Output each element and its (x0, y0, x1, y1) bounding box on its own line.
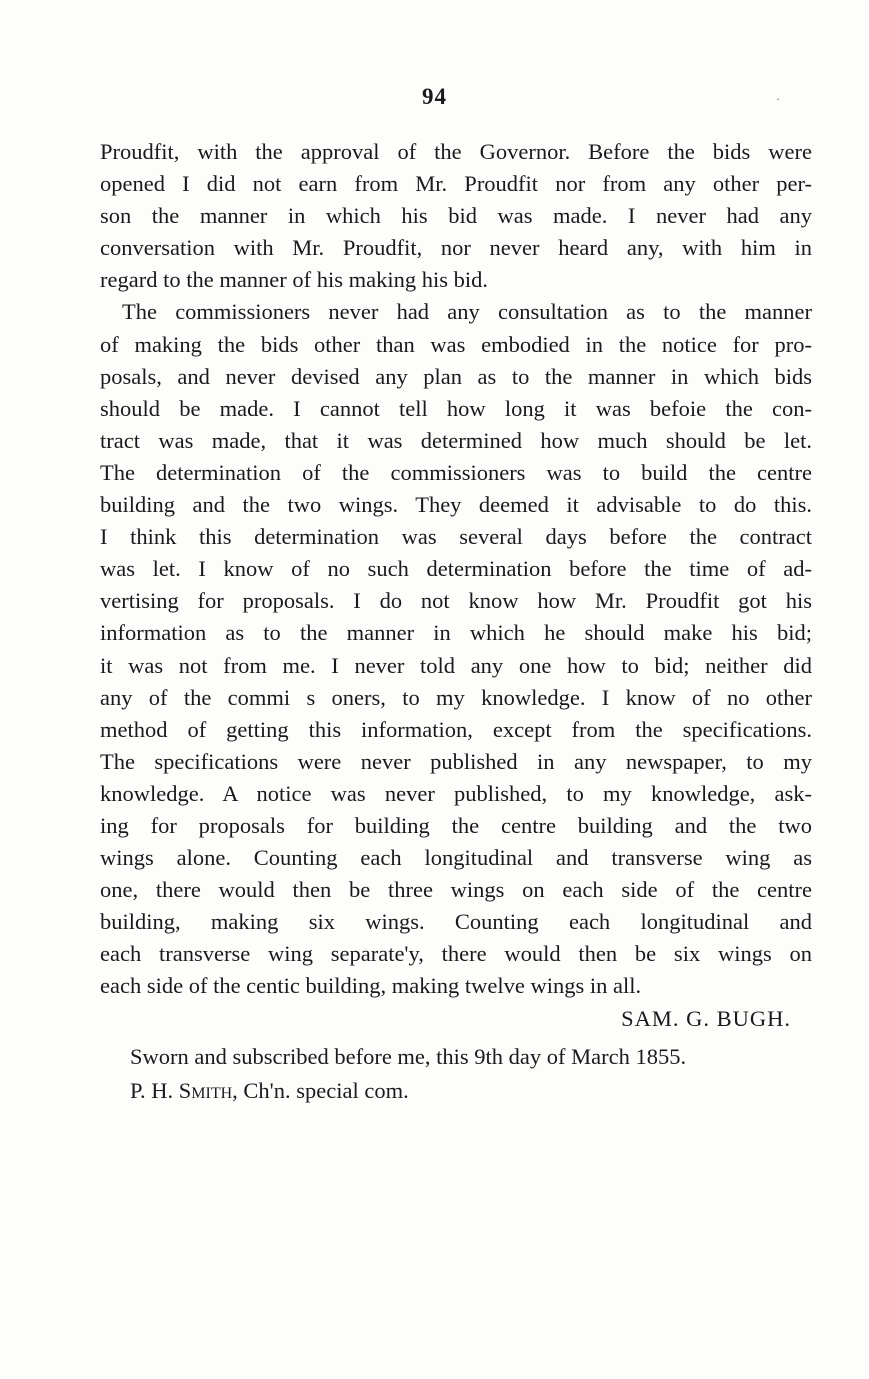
text-line: wings alone. Counting each longitudinal and transverse wing as (100, 845, 812, 871)
officer-line (130, 1074, 686, 1108)
text-line: regard to the manner of his making his bid. (100, 267, 489, 293)
officer-title: Ch'n. special com. (243, 1078, 409, 1103)
officer-name: P. H. Smith, (130, 1078, 238, 1103)
text-line: The commissioners never had any consultation as to the manner (122, 299, 812, 325)
text-line: I think this determination was several days before the contract (100, 524, 812, 550)
text-line: one, there would then be three wings on each side of the centre (100, 877, 812, 903)
text-line: tract was made, that it was determined how much should be let. (100, 427, 812, 453)
signature: SAM. G. BUGH. (621, 1006, 791, 1031)
page-speck: · (776, 92, 780, 106)
text-line: of making the bids other than was embodied in the notice for pro- (100, 331, 812, 357)
text-line: Proudfit, with the approval of the Governor. Before the bids were (100, 139, 812, 164)
text-line: it was not from me. I never told any one how to bid; neither did (100, 652, 812, 678)
text-line: should be made. I cannot tell how long it was befoie the con- (100, 395, 812, 421)
testimony-text (100, 136, 812, 1003)
text-line: each side of the centic building, making twelve wings in all. (100, 973, 642, 999)
text-line: opened I did not earn from Mr. Proudfit nor from any other per- (100, 171, 812, 197)
text-line: conversation with Mr. Proudfit, nor never heard any, with him in (100, 235, 812, 261)
text-line: building and the two wings. They deemed it advisable to do this. (100, 492, 812, 518)
text-line: any of the commi s oners, to my knowledge. I know of no other (100, 684, 812, 710)
text-line: ing for proposals for building the centre building and the two (100, 812, 812, 838)
text-line: method of getting this information, except from the specifications. (100, 716, 812, 742)
text-line: was let. I know of no such determination before the time of ad- (100, 556, 812, 582)
text-line: each transverse wing separate'y, there would then be six wings on (100, 941, 812, 967)
sworn-line: Sworn and subscribed before me, this 9th day of March 1855. (130, 1044, 687, 1069)
text-line: vertising for proposals. I do not know how Mr. Proudfit got his (100, 588, 812, 614)
text-line: information as to the manner in which he should make his bid; (100, 620, 812, 646)
jurat (130, 1040, 686, 1108)
text-line: knowledge. A notice was never published, to my knowledge, ask- (100, 780, 812, 806)
text-line: posals, and never devised any plan as to the manner in which bids (100, 363, 812, 389)
page-number: 94 (422, 84, 447, 109)
text-line: son the manner in which his bid was made. I never had any (100, 203, 812, 229)
text-line: The specifications were never published in any newspaper, to my (100, 748, 812, 774)
text-line: building, making six wings. Counting each longitudinal and (100, 909, 812, 935)
text-line: The determination of the commissioners was to build the centre (100, 459, 812, 485)
